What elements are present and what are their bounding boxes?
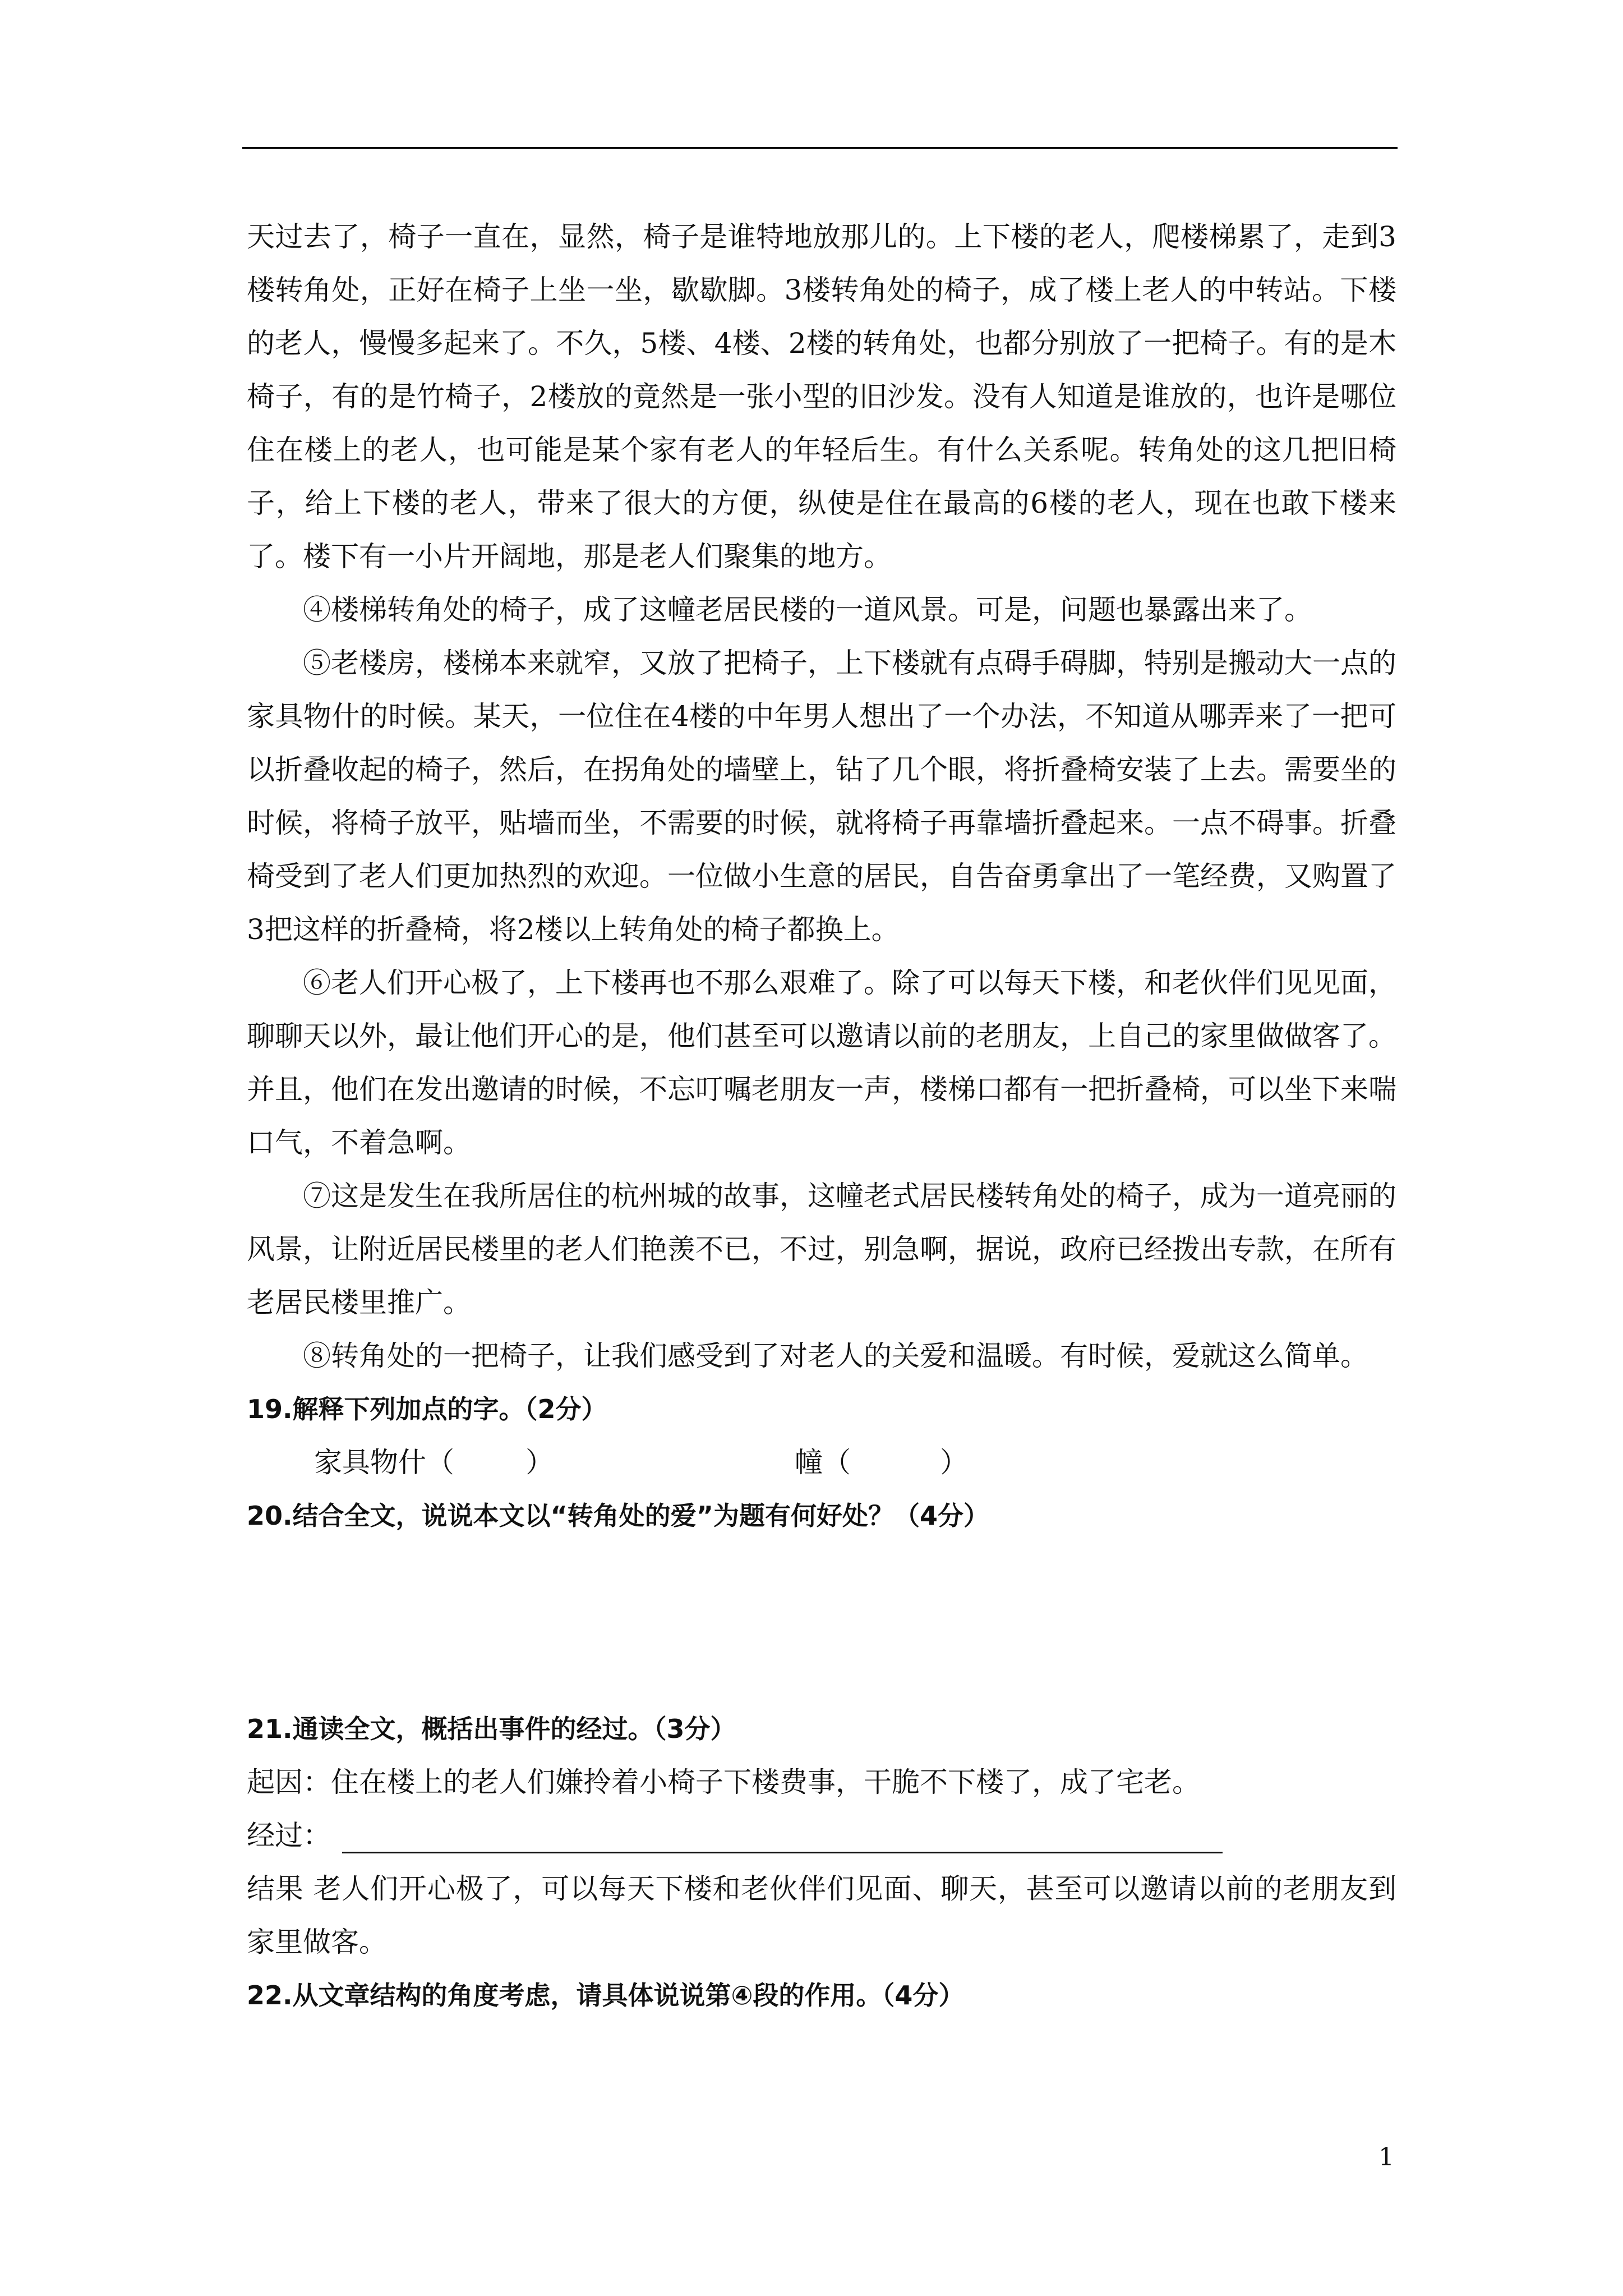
question-21-cause: 起因：住在楼上的老人们嫌拎着小椅子下楼费事，干脆不下楼了，成了宅老。 bbox=[247, 1766, 1200, 1798]
question-21-process bbox=[247, 1809, 1396, 1862]
paragraph-6: ⑥老人们开心极了，上下楼再也不那么艰难了。除了可以每天下楼，和老伙伴们见见面，聊聊天以外，最让他们开心的是，他们甚至可以邀请以前的老朋友，上自己的家里做做客了。并且，他们在发出邀请的时候，不忘叮嘱老朋友一声，楼梯口都有一把折叠椅，可以坐下来喘口气，不着急啊。 bbox=[247, 967, 1396, 1159]
paragraph-4: ④楼梯转角处的椅子，成了这幢老居民楼的一道风景。可是，问题也暴露出来了。 bbox=[303, 593, 1312, 626]
question-21-result: 结果 老人们开心极了，可以每天下楼和老伙伴们见面、聊天，甚至可以邀请以前的老朋友到家里做客。 bbox=[247, 1872, 1396, 1958]
paragraph-5: ⑤老楼房，楼梯本来就窄，又放了把椅子，上下楼就有点碍手碍脚，特别是搬动大一点的家具物什的时候。某天，一位住在4楼的中年男人想出了一个办法，不知道从哪弄来了一把可以折叠收起的椅子，然后，在拐角处的墙壁上，钻了几个眼，将折叠椅安装了上去。需要坐的时候，将椅子放平，贴墙而坐，不需要的时候，就将椅子再靠墙折叠起来。一点不碍事。折叠椅受到了老人们更加热烈的欢迎。一位做小生意的居民，自告奋勇拿出了一笔经费，又购置了3把这样的折叠椅，将2楼以上转角处的椅子都换上。 bbox=[247, 647, 1396, 946]
question-20-title: 20.结合全文，说说本文以“转角处的爱”为题有何好处？（4分） bbox=[247, 1501, 989, 1531]
question-19-items bbox=[247, 1436, 1396, 1489]
question-19-item-2: 幢（ ） bbox=[795, 1446, 969, 1479]
document-body bbox=[247, 210, 1396, 2022]
answer-space-20 bbox=[247, 1543, 1396, 1703]
question-21-title: 21.通读全文，概括出事件的经过。（3分） bbox=[247, 1714, 736, 1744]
question-22-title: 22.从文章结构的角度考虑，请具体说说第④段的作用。（4分） bbox=[247, 1980, 965, 2010]
paragraph-7: ⑦这是发生在我所居住的杭州城的故事，这幢老式居民楼转角处的椅子，成为一道亮丽的风景，让附近居民楼里的老人们艳羡不已，不过，别急啊，据说，政府已经拨出专款，在所有老居民楼里推广。 bbox=[247, 1180, 1396, 1319]
page-number: 1 bbox=[1378, 2143, 1394, 2171]
question-21-process-label: 经过： bbox=[247, 1819, 331, 1852]
question-19-title: 19.解释下列加点的字。（2分） bbox=[247, 1394, 607, 1424]
paragraph-8: ⑧转角处的一把椅子，让我们感受到了对老人的关爱和温暖。有时候，爱就这么简单。 bbox=[303, 1340, 1368, 1372]
paragraph-3-continued: 天过去了，椅子一直在，显然，椅子是谁特地放那儿的。上下楼的老人，爬楼梯累了，走到3楼转角处，正好在椅子上坐一坐，歇歇脚。3楼转角处的椅子，成了楼上老人的中转站。下楼的老人，慢慢多起来了。不久，5楼、4楼、2楼的转角处，也都分别放了一把椅子。有的是木椅子，有的是竹椅子，2楼放的竟然是一张小型的旧沙发。没有人知道是谁放的，也许是哪位住在楼上的老人，也可能是某个家有老人的年轻后生。有什么关系呢。转角处的这几把旧椅子，给上下楼的老人，带来了很大的方便，纵使是住在最高的6楼的老人，现在也敢下楼来了。楼下有一小片开阔地，那是老人们聚集的地方。 bbox=[247, 220, 1396, 573]
question-19-item-1: 家具物什（ ） bbox=[314, 1446, 554, 1479]
header-rule bbox=[242, 147, 1398, 149]
answer-blank-process[interactable] bbox=[342, 1818, 1223, 1853]
